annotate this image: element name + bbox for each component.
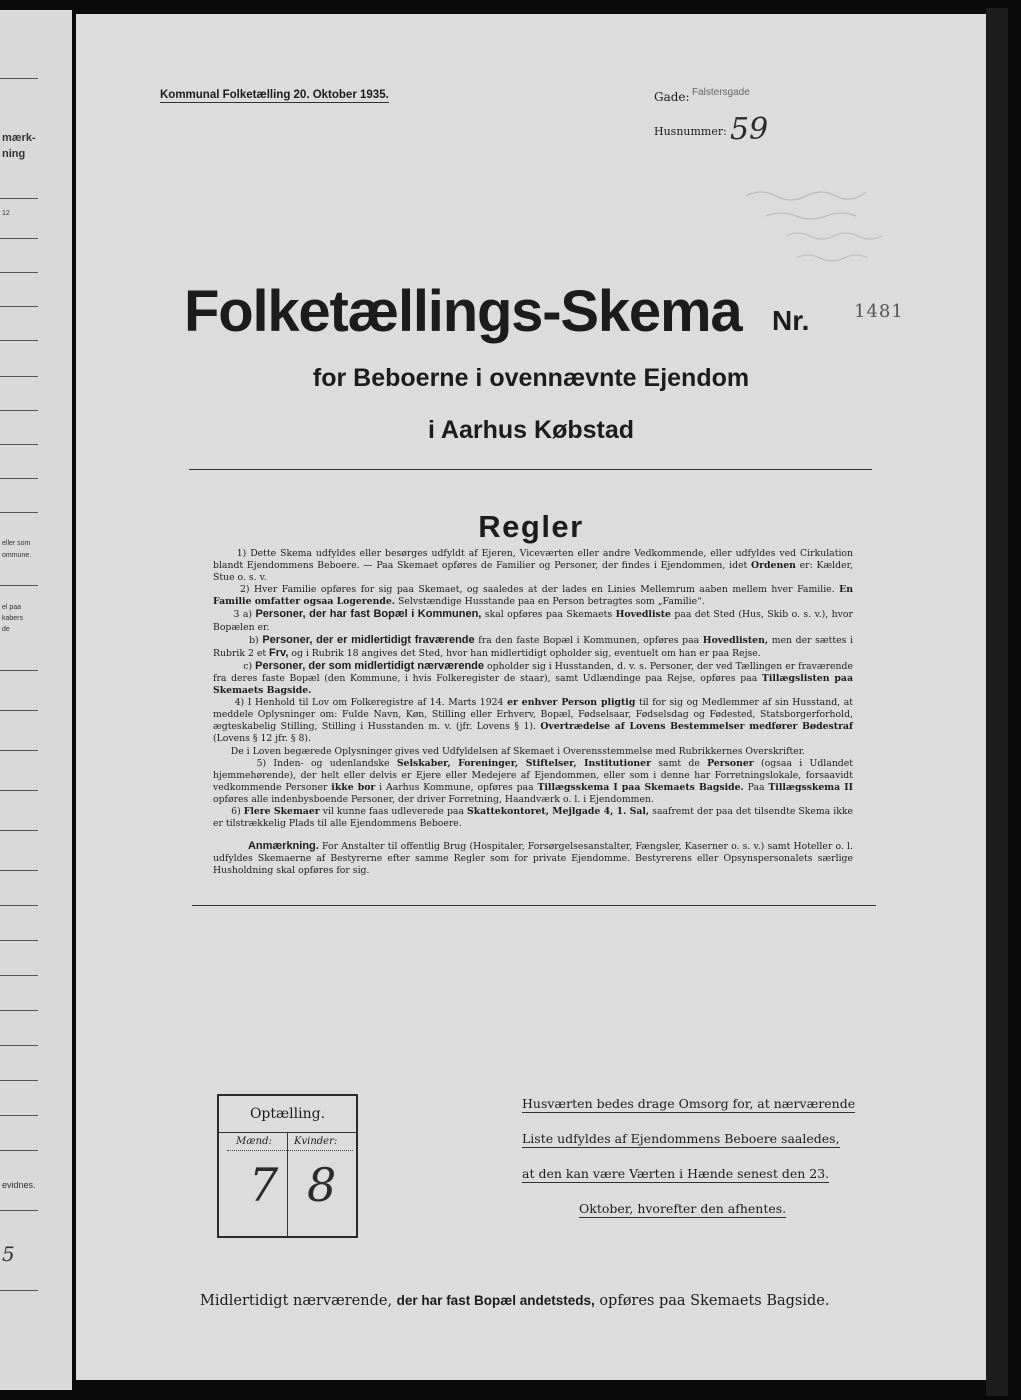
left-rule (0, 444, 38, 445)
street-value: Falstersgade (692, 87, 750, 98)
footer-text: Midlertidigt nærværende, (200, 1293, 393, 1309)
rule-text: opholder sig i Husstanden, d. v. s. Personer, der ved Tællingen er fraværende fra deres faste Bopæl (den Kommune, i hvis Folkeregister de staar), samt Udlændinge paa Rejse, opføres paa (213, 660, 853, 684)
rule-bold: er enhver Person pligtig (507, 697, 636, 709)
left-rule (0, 306, 38, 307)
left-rule (0, 512, 38, 513)
women-count: 8 (307, 1158, 337, 1212)
faint-handwriting (726, 174, 976, 294)
rule-bold: Tillægsskema I paa Skemaets Bagside. (537, 781, 744, 793)
rule-text: skal opføres paa Skemaets (484, 609, 613, 621)
rule-4 (213, 697, 853, 745)
rule-text: c) (243, 660, 253, 672)
house-number-value: 59 (730, 112, 769, 147)
left-rule (0, 410, 38, 411)
left-rule (0, 750, 38, 751)
left-rule (0, 870, 38, 871)
form-number-value: 1481 (854, 301, 904, 322)
rules-heading: Regler (478, 509, 584, 544)
rule-text: Paa (747, 781, 765, 793)
rule-text: men der sættes i Rubrik 2 et (213, 634, 853, 659)
street-label: Gade: (654, 90, 690, 104)
left-fragment: mærk- (2, 132, 36, 144)
rule-text: 3 a) (233, 609, 253, 621)
rule-text: 5) Inden- og udenlandske (256, 757, 390, 769)
left-rule (0, 272, 38, 273)
left-rule (0, 198, 38, 199)
rules-text (213, 548, 853, 830)
form-title: Folketællings-Skema (184, 279, 742, 344)
rule-text: saafremt der paa det tilsendte Skema ikke er tilstrækkelig Plads til alle Ejendommens Beboere. (213, 805, 853, 830)
count-box-dotted-line (227, 1150, 353, 1151)
left-fragment: eller som (2, 540, 31, 547)
rule-text: (ogsaa i Udlandet hjemmehørende), der helt eller delvis er Ejere eller Medejere af Ejendommen, eller som i denne har Forretningslokale, forsaavidt vedkommende Personer (213, 757, 853, 793)
footer-bold: der har fast Bopæl andetsteds, (396, 1293, 595, 1308)
left-rule (0, 905, 38, 906)
rule-text: 4) I Henhold til Lov om Folkeregistre af 14. Marts 1924 (234, 697, 504, 709)
rule-bold: Ordenen (751, 560, 796, 572)
census-title: Kommunal Folketælling 20. Oktober 1935. (160, 89, 389, 101)
rule-text: i Aarhus Kommune, opføres paa (379, 781, 534, 793)
left-rule (0, 1150, 38, 1151)
left-page-edge (0, 10, 72, 1390)
rule-text: b) (249, 634, 259, 646)
form-nr-label: Nr. (772, 305, 810, 336)
notice-line-2: Liste udfyldes af Ejendommens Beboere saaledes, (522, 1131, 840, 1146)
rule-bold: Hovedlisten, (702, 634, 769, 646)
rule-text: vil kunne faas udleverede paa (322, 805, 464, 817)
divider-top (189, 469, 872, 470)
remark-block (213, 840, 853, 877)
rule-text: Selvstændige Husstande paa en Person betragtes som „Familie“. (397, 596, 705, 608)
rule-text: og i Rubrik 18 angives det Sted, hvor han midlertidigt opholder sig, eventuelt om han er paa Rejse. (291, 647, 761, 659)
rule-bold: Selskaber, Foreninger, Stiftelser, Institutioner (396, 757, 651, 769)
left-rule (0, 940, 38, 941)
rule-bold: Tillægslisten paa Skemaets Bagside. (213, 672, 853, 697)
house-number-label: Husnummer: (654, 125, 727, 138)
men-count: 7 (249, 1158, 279, 1212)
remark-label: Anmærkning. (247, 840, 319, 852)
notice-line-4: Oktober, hvorefter den afhentes. (579, 1201, 787, 1216)
binding-edge (986, 8, 1008, 1396)
left-rule (0, 710, 38, 711)
left-fragment: ning (2, 148, 26, 160)
left-rule (0, 585, 38, 586)
rule-text: 1) Dette Skema udfyldes eller besørges udfyldt af Ejeren, Viceværten eller andre Vedkommende, eller udfyldes ved Cirkulation blandt Ejendommens Beboere. — Paa Skemaet opføres de Familier og Personer, der findes i Ejendommen, idet (213, 548, 853, 572)
left-rule (0, 670, 38, 671)
census-form-page (76, 14, 986, 1380)
left-rule (0, 1045, 38, 1046)
left-rule (0, 1115, 38, 1116)
left-rule (0, 1210, 38, 1211)
left-rule (0, 975, 38, 976)
rule-6 (213, 806, 853, 830)
left-rule (0, 830, 38, 831)
rule-text: fra den faste Bopæl i Kommunen, opføres paa (478, 634, 700, 646)
left-rule (0, 340, 38, 341)
rule-text: paa det Sted (Hus, Skib o. s. v.), hvor Bopælen er. (213, 609, 853, 633)
left-rule (0, 790, 38, 791)
left-rule (0, 478, 38, 479)
rule-5 (213, 758, 853, 806)
count-box (217, 1094, 358, 1238)
rule-bold: En Familie omfatter ogsaa Logerende. (213, 584, 853, 608)
left-fragment: de (2, 626, 10, 633)
left-handwriting: 5 (2, 1242, 15, 1266)
form-subtitle: for Beboerne i ovennævnte Ejendom (312, 364, 750, 392)
rule-text: til for sig og Medlemmer af sin Husstand, at meddele Oplysninger om: Fulde Navn, Køn, Stilling eller Erhverv, Bopæl, Fødselsaar, Fødselsdag og Fødested, Statsborgerforhold, ægteskabelig Stilling, Stilling i Husstanden m. v. (jfr. Lovens § 1). (213, 697, 853, 733)
rule-bold: Personer, der har fast Bopæl i Kommunen, (255, 608, 482, 621)
left-fragment: kabers (2, 615, 24, 622)
rule-bold: Overtrædelse af Lovens Bestemmelser medfører Bødestraf (540, 721, 853, 733)
count-box-column-divider (287, 1132, 288, 1236)
rule-text: opføres alle indenbysboende Personer, der driver Forretning, Haandværk o. l. i Ejendommen. (213, 793, 654, 805)
left-fragment: ommune. (2, 552, 32, 559)
left-rule (0, 78, 38, 79)
rule-bold: ikke bor (331, 781, 376, 793)
left-fragment: evidnes. (2, 1180, 36, 1190)
rule-text: 2) Hver Familie opføres for sig paa Skemaet, og saaledes at der lades en Linies Mellemrum aaben mellem hver Familie. (239, 584, 835, 596)
divider-bottom (192, 905, 876, 906)
women-label: Kvinder: (294, 1136, 338, 1147)
rule-2 (213, 584, 853, 608)
rule-bold: Personer (707, 757, 754, 769)
rule-3a (213, 608, 853, 633)
left-rule (0, 376, 38, 377)
rule-text: (Lovens § 12 jfr. § 8). (213, 733, 312, 745)
rule-bold: Flere Skemaer (243, 805, 320, 817)
rule-1 (213, 548, 853, 584)
count-box-title: Optælling. (249, 1106, 326, 1122)
rule-3c (213, 660, 853, 697)
rule-text: 6) (231, 805, 241, 817)
rule-3b (213, 634, 853, 660)
rule-text: De i Loven begærede Oplysninger gives ved Udfyldelsen af Skemaet i Overensstemmelse med Rubrikkernes Overskrifter. (230, 745, 806, 757)
left-rule (0, 1290, 38, 1291)
notice-line-1: Husværten bedes drage Omsorg for, at nærværende (522, 1096, 856, 1111)
left-fragment: el paa (2, 604, 22, 611)
rule-bold: Personer, der som midlertidigt nærværende (255, 659, 485, 672)
rule-bold: Tillægsskema II (768, 781, 853, 793)
footer-note (200, 1293, 829, 1309)
rule-text: samt de (658, 757, 700, 769)
remark-text: For Anstalter til offentlig Brug (Hospitaler, Forsørgelsesanstalter, Fængsler, Kaserner o. s. v.) samt Hoteller o. l. udfyldes Skemaerne af Bestyrerne efter samme Regler som for private Ejendomme. Bestyrerens eller Opsynspersonalets særlige Husholdning skal opføres for sig. (213, 841, 853, 877)
left-rule (0, 238, 38, 239)
rule-bold: Personer, der er midlertidigt fraværende (262, 633, 475, 646)
men-label: Mænd: (236, 1136, 272, 1147)
left-rule (0, 1010, 38, 1011)
rule-bold: Frv, (269, 646, 289, 659)
form-city: i Aarhus Købstad (427, 416, 635, 444)
rule-text: er: Kælder, Stue o. s. v. (213, 560, 853, 584)
footer-text: opføres paa Skemaets Bagside. (599, 1293, 830, 1309)
left-rule (0, 1080, 38, 1081)
notice-line-3: at den kan være Værten i Hænde senest den 23. (522, 1166, 830, 1181)
rule-bold: Hovedliste (615, 609, 671, 621)
rule-bold: Skattekontoret, Mejlgade 4, 1. Sal, (467, 805, 650, 817)
rule-4-extra (213, 746, 853, 758)
left-fragment: 12 (2, 210, 10, 217)
